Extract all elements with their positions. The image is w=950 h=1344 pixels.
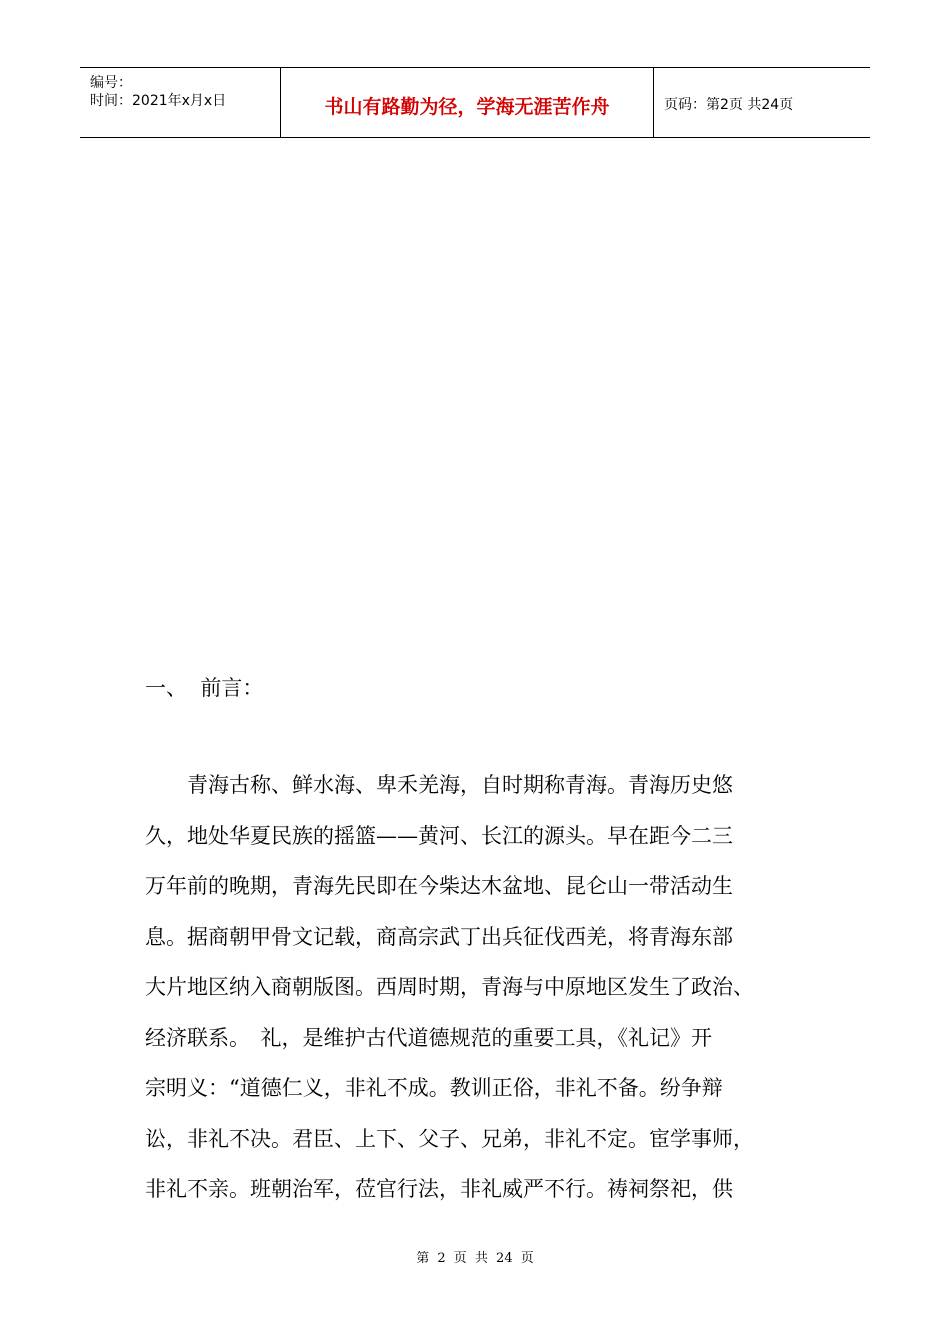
body-line: 经济联系。 礼，是维护古代道德规范的重要工具，《礼记》开 — [145, 1025, 712, 1050]
document-number-label: 编号： — [90, 75, 132, 91]
body-line: 大片地区纳入商朝版图。西周时期，青海与中原地区发生了政治、 — [145, 975, 754, 999]
body-line: 非礼不亲。班朝治军，莅官行法，非礼威严不行。祷祠祭祀，供 — [145, 1177, 733, 1201]
header-page-cell — [654, 68, 870, 137]
header-motto: 书山有路勤为径，学海无涯苦作舟 — [324, 96, 610, 118]
document-date-label: 时间：2021年x月x日 — [90, 93, 227, 109]
body-line: 宗明义：“道德仁义，非礼不成。教训正俗，非礼不备。纷争辩 — [145, 1076, 723, 1100]
body-line: 讼，非礼不决。君臣、上下、父子、兄弟，非礼不定。宦学事师， — [145, 1126, 754, 1151]
document-header — [80, 67, 870, 138]
section-heading: 一、 前言： — [145, 676, 264, 700]
header-motto-cell — [280, 68, 654, 137]
body-line: 万年前的晚期，青海先民即在今柴达木盆地、昆仑山一带活动生 — [145, 874, 733, 898]
body-line: 息。据商朝甲骨文记载，商高宗武丁出兵征伐西羌，将青海东部 — [145, 924, 733, 949]
body-line: 久，地处华夏民族的摇篮——黄河、长江的源头。早在距今二三 — [145, 823, 733, 848]
body-paragraph — [145, 760, 825, 1215]
body-line: 青海古称、鲜水海、卑禾羌海，自时期称青海。青海历史悠 — [145, 773, 733, 797]
header-meta-cell — [80, 68, 280, 137]
page-footer: 第 2 页 共 24 页 — [416, 1251, 534, 1266]
header-page-info: 页码：第2页 共24页 — [664, 97, 794, 113]
